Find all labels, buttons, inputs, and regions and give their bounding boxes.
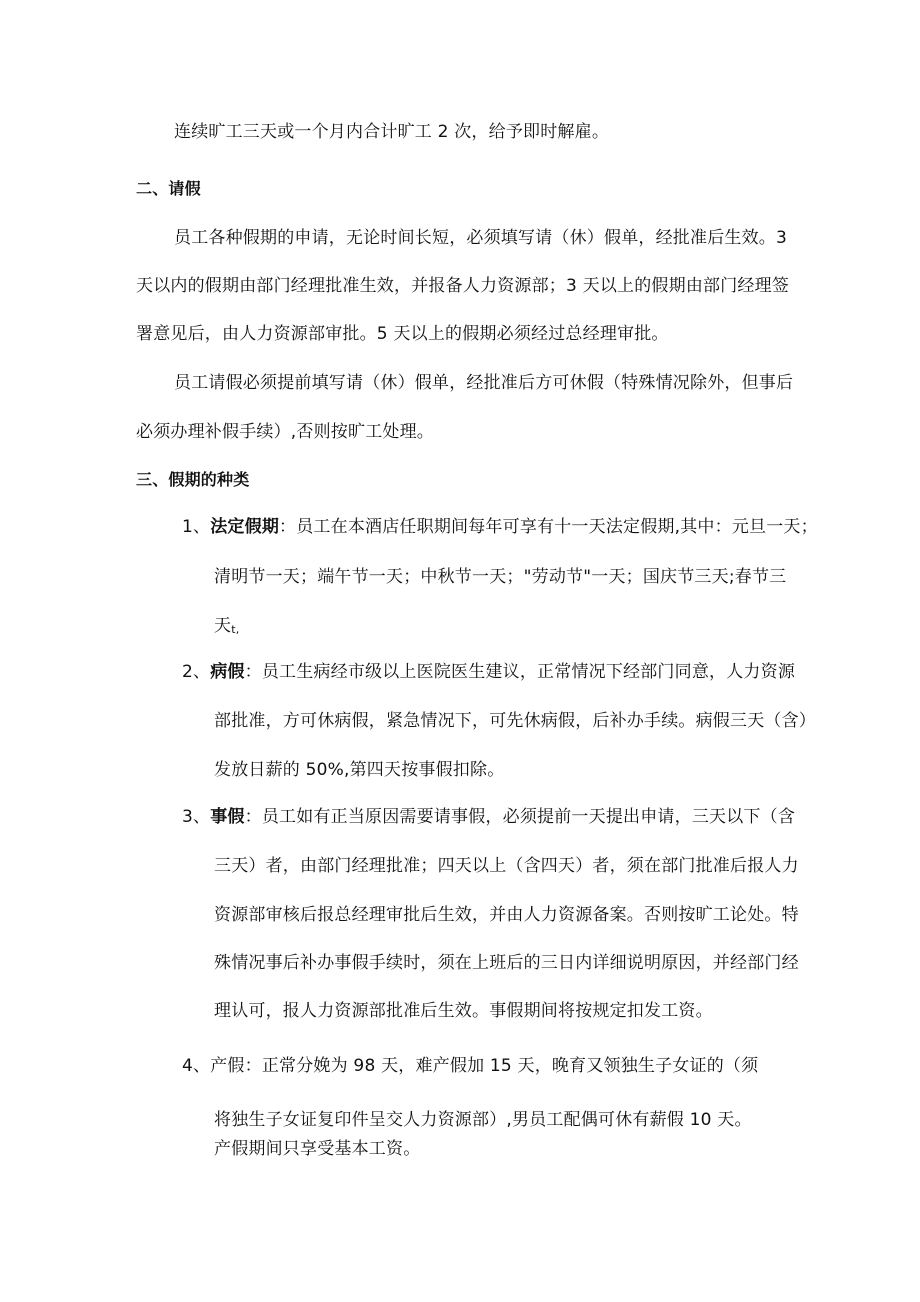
- maternity-leave-line-2: 将独生子女证复印件呈交人力资源部）,男员工配偶可休有薪假 10 天。: [214, 1110, 752, 1130]
- list-number: 3、: [182, 807, 211, 827]
- list-item-maternity-leave: [182, 1055, 758, 1077]
- leave-paragraph-1-line-2: 天以内的假期由部门经理批准生效，并报备人力资源部；3 天以上的假期由部门经理签: [136, 276, 790, 296]
- item-text: ：员工在本酒店任职期间每年可享有十一天法定假期,其中：元旦一天；: [279, 517, 818, 537]
- section-heading-leave: 二、请假: [136, 179, 201, 198]
- list-item-statutory-holidays: [182, 516, 818, 538]
- section-heading-leave-types: 三、假期的种类: [136, 470, 250, 489]
- leave-paragraph-1-line-1: 员工各种假期的申请，无论时间长短，必须填写请（休）假单，经批准后生效。3: [174, 228, 788, 248]
- absence-rule-text: 连续旷工三天或一个月内合计旷工 2 次，给予即时解雇。: [174, 122, 610, 142]
- item-text: 天: [214, 616, 232, 636]
- stray-mark: t,: [231, 623, 240, 636]
- leave-paragraph-2-line-1: 员工请假必须提前填写请（休）假单，经批准后方可休假（特殊情况除外，但事后: [174, 373, 794, 393]
- statutory-holidays-line-2: 清明节一天；端午节一天；中秋节一天；"劳动节"一天；国庆节三天;春节三: [214, 567, 787, 587]
- list-number: 2、: [182, 662, 211, 682]
- list-number: 1、: [182, 517, 211, 537]
- term-sick-leave: 病假: [210, 662, 245, 682]
- personal-leave-line-2: 三天）者，由部门经理批准；四天以上（含四天）者，须在部门批准后报人力: [214, 856, 799, 876]
- list-item-personal-leave: [182, 806, 795, 828]
- personal-leave-line-3: 资源部审核后报总经理审批后生效，并由人力资源备案。否则按旷工论处。特: [214, 905, 799, 925]
- term-maternity-leave: 产假: [210, 1056, 245, 1076]
- sick-leave-line-3: 发放日薪的 50%,第四天按事假扣除。: [214, 760, 505, 780]
- item-text: ：正常分娩为 98 天，难产假加 15 天，晚育又领独生子女证的（须: [244, 1056, 759, 1076]
- term-statutory-holidays: 法定假期: [210, 517, 280, 537]
- term-personal-leave: 事假: [210, 807, 245, 827]
- list-number: 4、: [182, 1056, 211, 1076]
- maternity-leave-line-3: 产假期间只享受基本工资。: [214, 1139, 421, 1159]
- item-text: ：员工生病经市级以上医院医生建议，正常情况下经部门同意，人力资源: [244, 662, 796, 682]
- leave-paragraph-1-line-3: 署意见后，由人力资源部审批。5 天以上的假期必须经过总经理审批。: [136, 324, 669, 344]
- statutory-holidays-line-3: [214, 615, 239, 641]
- leave-paragraph-2-line-2: 必须办理补假手续）,否则按旷工处理。: [136, 422, 435, 442]
- personal-leave-line-5: 理认可，报人力资源部批准后生效。事假期间将按规定扣发工资。: [214, 1001, 713, 1021]
- item-text: ：员工如有正当原因需要请事假，必须提前一天提出申请，三天以下（含: [244, 807, 796, 827]
- list-item-sick-leave: [182, 661, 795, 683]
- personal-leave-line-4: 殊情况事后补办事假手续时，须在上班后的三日内详细说明原因，并经部门经: [214, 953, 799, 973]
- sick-leave-line-2: 部批准，方可休病假，紧急情况下，可先休病假，后补办手续。病假三天（含）: [214, 711, 816, 731]
